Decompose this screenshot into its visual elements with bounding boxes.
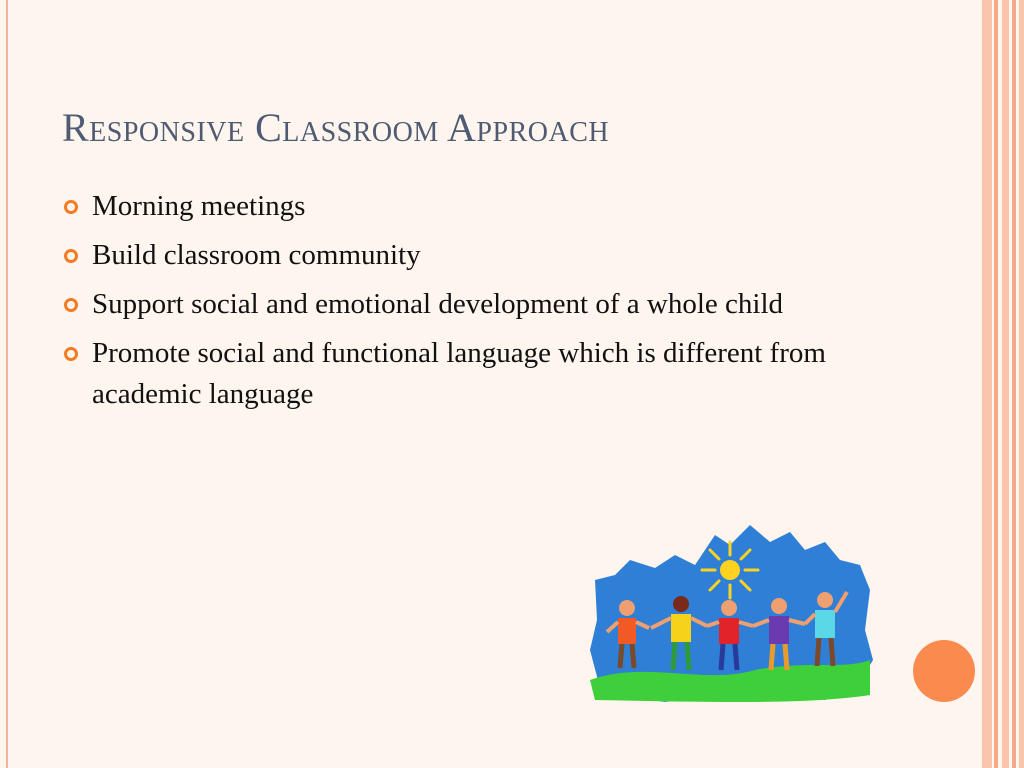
bullet-item [62,333,862,415]
bullet-text: Morning meetings [92,190,306,222]
bullet-circle-icon [64,200,78,214]
bullet-text: Build classroom community [92,239,421,271]
bullet-item [62,186,862,227]
bullet-circle-icon [64,249,78,263]
left-border-rule [6,0,8,768]
bullet-text: Promote social and functional language which is different from academic language [92,337,826,410]
bullet-list [62,186,862,423]
bullet-item [62,284,862,325]
bullet-circle-icon [64,347,78,361]
decorative-orb [913,640,975,702]
bullet-text: Support social and emotional development of a whole child [92,288,784,320]
bullet-item [62,235,862,276]
right-stripe-band [982,0,1024,768]
bullet-circle-icon [64,298,78,312]
slide-title: Responsive Classroom Approach [62,105,610,150]
children-clipart-icon [585,520,875,710]
